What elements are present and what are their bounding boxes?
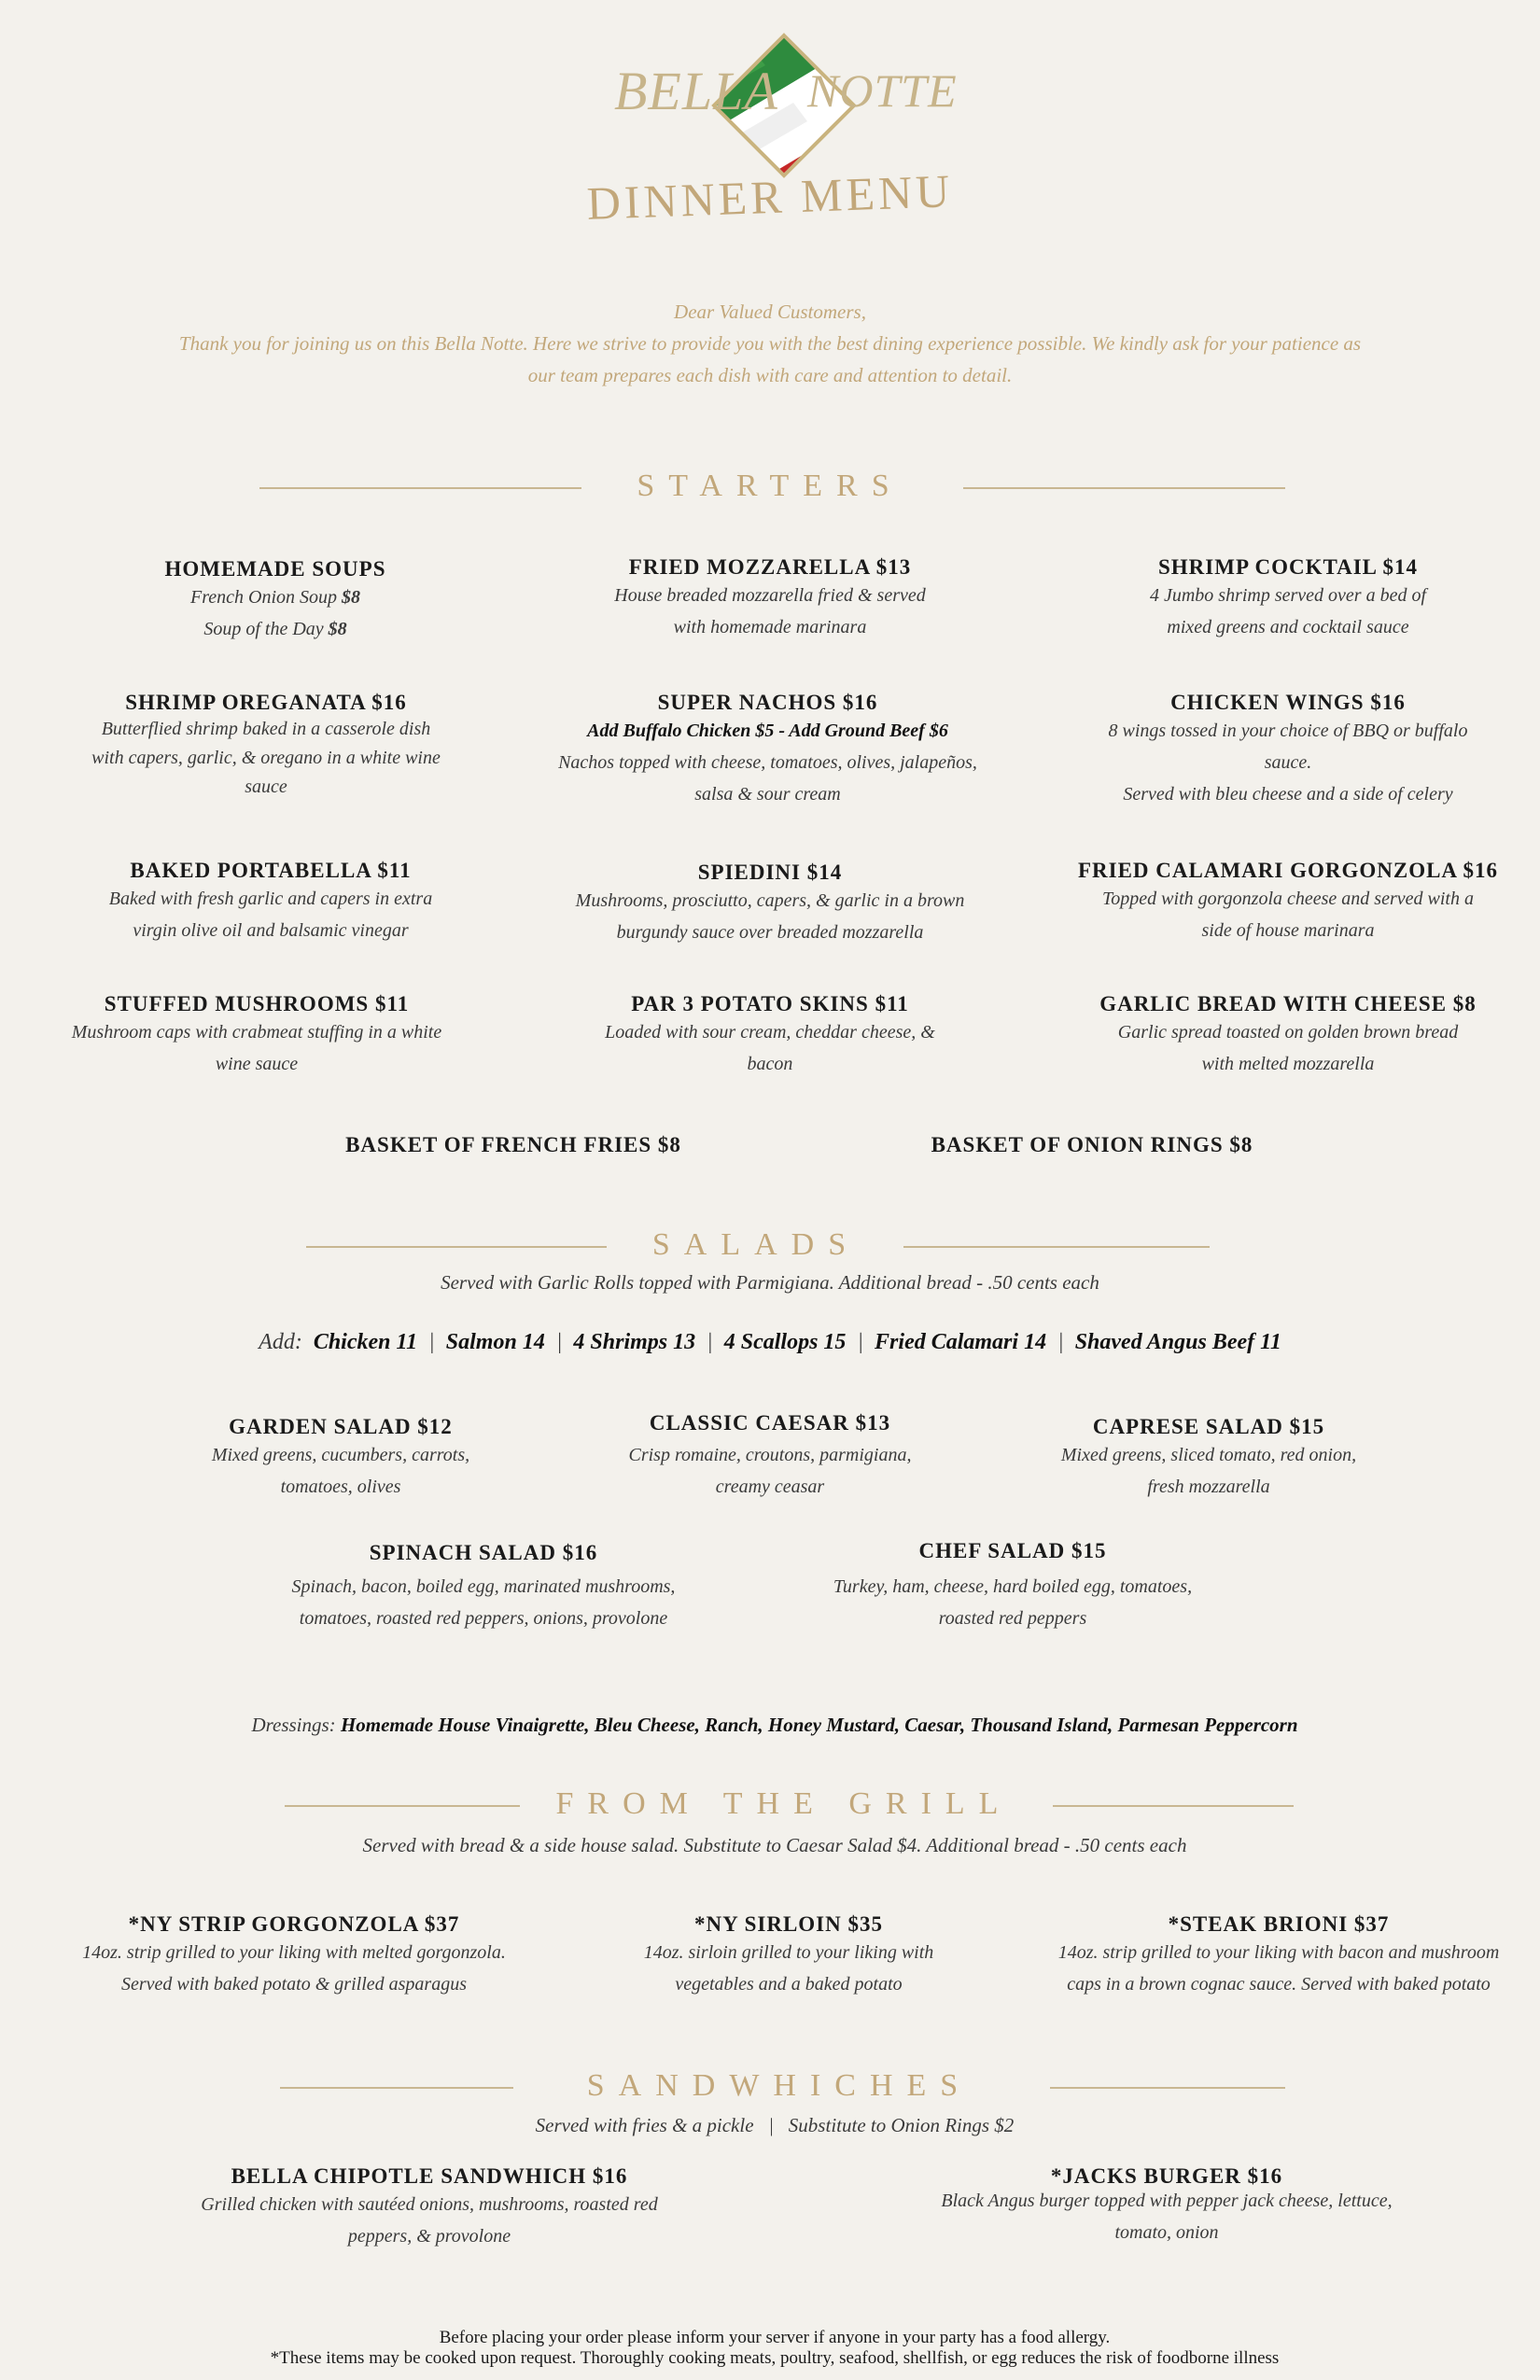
dressings-label: Dressings: — [251, 1714, 336, 1736]
dressings-line — [0, 1714, 1540, 1737]
divider — [1053, 1805, 1294, 1807]
item-description: sauce. — [1264, 752, 1312, 773]
item-description: Mixed greens, cucumbers, carrots, — [211, 1445, 470, 1465]
item-description: 4 Jumbo shrimp served over a bed of — [1149, 585, 1427, 606]
menu-item — [523, 992, 1017, 1080]
menu-item — [574, 1912, 1003, 2000]
item-name: BASKET OF FRENCH FRIES $8 — [345, 1133, 681, 1156]
divider — [963, 487, 1285, 489]
item-description: with melted mozzarella — [1201, 1054, 1375, 1074]
item-description: roasted red peppers — [938, 1608, 1087, 1629]
menu-item — [75, 557, 476, 645]
item-description: Garlic spread toasted on golden brown bread — [1117, 1022, 1459, 1043]
item-description: Mixed greens, sliced tomato, red onion, — [1060, 1445, 1357, 1465]
item-description: House breaded mozzarella fried & served — [614, 585, 926, 606]
menu-item — [56, 691, 476, 802]
item-name: BAKED PORTABELLA $11 — [130, 859, 412, 882]
footer-line-2: *These items may be cooked upon request. Thoroughly cooking meats, poultry, seafood, shellfish, or egg reduces the risk of foodborne illness — [270, 2348, 1280, 2368]
item-description: creamy ceasar — [715, 1477, 825, 1497]
logo — [607, 28, 961, 187]
item-description: bacon — [747, 1054, 793, 1074]
menu-item — [779, 1539, 1246, 1634]
item-description: tomato, onion — [1114, 2222, 1219, 2243]
footer-line-1: Before placing your order please inform your server if anyone in your party has a food allergy. — [439, 2328, 1111, 2347]
item-description: salsa & sour cream — [694, 784, 841, 805]
addon-item: Chicken 11 — [313, 1330, 418, 1354]
item-name: SPINACH SALAD $16 — [369, 1541, 598, 1564]
menu-item — [1055, 992, 1521, 1080]
dressings-list: Homemade House Vinaigrette, Bleu Cheese, Ranch, Honey Mustard, Caesar, Thousand Island, Parmesan Peppercorn — [340, 1714, 1298, 1736]
addon-item: 4 Scallops 15 — [723, 1330, 847, 1354]
divider — [285, 1805, 520, 1807]
divider — [259, 487, 581, 489]
addons-label: Add: — [259, 1330, 302, 1354]
item-name: FRIED CALAMARI GORGONZOLA $16 — [1077, 859, 1499, 882]
item-name: *NY SIRLOIN $35 — [693, 1912, 883, 1936]
menu-item — [887, 2164, 1447, 2248]
item-name: SHRIMP OREGANATA $16 — [125, 691, 407, 714]
item-description: 8 wings tossed in your choice of BBQ or buffalo — [1108, 721, 1468, 741]
item-name: PAR 3 POTATO SKINS $11 — [631, 992, 909, 1015]
addon-item: Fried Calamari 14 — [875, 1330, 1047, 1354]
item-description: French Onion Soup $8 — [189, 587, 360, 608]
item-name: *JACKS BURGER $16 — [1050, 2164, 1283, 2188]
item-name: BELLA CHIPOTLE SANDWHICH $16 — [231, 2164, 628, 2188]
item-description: Served with bleu cheese and a side of celery — [1123, 784, 1453, 805]
item-addons: Add Buffalo Chicken $5 - Add Ground Beef $6 — [587, 721, 948, 741]
section-note: Served with fries & a pickle | Substitute to Onion Rings $2 — [535, 2114, 1015, 2136]
item-description: Black Angus burger topped with pepper jack cheese, lettuce, — [941, 2191, 1393, 2211]
brand-name-right: NOTTE — [807, 64, 958, 117]
section-note: Served with bread & a side house salad. Substitute to Caesar Salad $4. Additional bread - .50 cents each — [362, 1834, 1187, 1856]
item-description: Nachos topped with cheese, tomatoes, olives, jalapeños, — [558, 752, 977, 773]
item-description: mixed greens and cocktail sauce — [1167, 617, 1409, 637]
item-name: FRIED MOZZARELLA $13 — [628, 555, 912, 579]
item-description: caps in a brown cognac sauce. Served with baked potato — [1067, 1974, 1491, 1995]
item-description: Baked with fresh garlic and capers in extra — [108, 889, 433, 909]
menu-item — [523, 555, 1017, 643]
section-title-starters: STARTERS — [637, 469, 903, 503]
item-description: peppers, & provolone — [347, 2226, 511, 2247]
menu-item — [250, 1541, 717, 1634]
addon-item: 4 Shrimps 13 — [573, 1330, 696, 1354]
section-title-sandwiches: SANDWHICHES — [586, 2068, 973, 2103]
menu-item — [1017, 1912, 1540, 2000]
divider — [1050, 2087, 1285, 2089]
item-description: sauce — [245, 777, 287, 797]
item-description: Loaded with sour cream, cheddar cheese, & — [605, 1022, 935, 1043]
item-description: 14oz. strip grilled to your liking with bacon and mushroom — [1057, 1942, 1500, 1963]
item-name: CAPRESE SALAD $15 — [1092, 1415, 1325, 1438]
item-description: Mushrooms, prosciutto, capers, & garlic in a brown — [575, 890, 965, 911]
addon-item: Salmon 14 — [445, 1330, 545, 1354]
item-name: BASKET OF ONION RINGS $8 — [931, 1133, 1253, 1156]
divider — [280, 2087, 513, 2089]
menu-item — [523, 861, 1017, 948]
item-description: Butterflied shrimp baked in a casserole dish — [101, 719, 431, 739]
item-description: with homemade marinara — [673, 617, 867, 637]
item-description: Spinach, bacon, boiled egg, marinated mushrooms, — [291, 1576, 676, 1597]
item-name: SUPER NACHOS $16 — [657, 691, 878, 714]
item-description: with capers, garlic, & oregano in a white wine — [91, 748, 441, 768]
item-description: fresh mozzarella — [1147, 1477, 1270, 1497]
allergy-notice — [0, 2328, 1540, 2369]
item-description: side of house marinara — [1201, 920, 1375, 941]
menu-item — [65, 859, 476, 946]
menu-item — [1013, 1415, 1405, 1503]
section-note: Served with Garlic Rolls topped with Parmigiana. Additional bread - .50 cents each — [441, 1271, 1099, 1294]
item-name: *STEAK BRIONI $37 — [1168, 1912, 1390, 1936]
item-description: virgin olive oil and balsamic vinegar — [133, 920, 409, 941]
menu-item — [37, 1912, 551, 2000]
item-description: tomatoes, olives — [280, 1477, 401, 1497]
item-description: 14oz. sirloin grilled to your liking with — [643, 1942, 934, 1963]
menu-item — [154, 1415, 527, 1503]
item-name: SPIEDINI $14 — [697, 861, 843, 884]
item-name: CLASSIC CAESAR $13 — [649, 1411, 891, 1435]
item-name: CHEF SALAD $15 — [918, 1539, 1107, 1562]
menu-item — [1055, 859, 1521, 946]
menu-item — [37, 992, 476, 1080]
item-description: vegetables and a baked potato — [675, 1974, 903, 1995]
item-name: HOMEMADE SOUPS — [164, 557, 386, 581]
item-description: Mushroom caps with crabmeat stuffing in a white — [71, 1022, 442, 1043]
item-description: Crisp romaine, croutons, parmigiana, — [628, 1445, 912, 1465]
item-description: Served with baked potato & grilled asparagus — [121, 1974, 467, 1995]
menu-item — [1059, 691, 1517, 810]
item-description: Grilled chicken with sautéed onions, mushrooms, roasted red — [201, 2194, 658, 2215]
item-name: *NY STRIP GORGONZOLA $37 — [128, 1912, 460, 1936]
section-title-grill: FROM THE GRILL — [555, 1786, 1013, 1821]
item-description: wine sauce — [215, 1054, 299, 1074]
menu-item — [149, 2164, 709, 2252]
menu-item — [1064, 555, 1512, 643]
menu-item — [859, 1133, 1325, 1157]
welcome-line-2: our team prepares each dish with care and attention to detail. — [527, 364, 1013, 386]
item-name: STUFFED MUSHROOMS $11 — [104, 992, 410, 1015]
divider — [903, 1246, 1210, 1248]
page-title: DINNER MENU — [585, 164, 955, 230]
item-description: tomatoes, roasted red peppers, onions, provolone — [299, 1608, 668, 1629]
welcome-message — [0, 296, 1540, 391]
menu-item — [513, 691, 1022, 810]
addon-item: Shaved Angus Beef 11 — [1074, 1330, 1281, 1354]
menu-item — [280, 1133, 747, 1157]
brand-name-left: BELLA — [614, 61, 778, 121]
item-name: GARDEN SALAD $12 — [229, 1415, 453, 1438]
item-description: burgundy sauce over breaded mozzarella — [616, 922, 924, 943]
item-description: Soup of the Day $8 — [203, 619, 347, 639]
menu-item — [583, 1411, 957, 1503]
item-description: Turkey, ham, cheese, hard boiled egg, tomatoes, — [833, 1576, 1193, 1597]
item-name: GARLIC BREAD WITH CHEESE $8 — [1099, 992, 1477, 1015]
section-title-salads: SALADS — [651, 1227, 861, 1262]
item-description: 14oz. strip grilled to your liking with melted gorgonzola. — [82, 1942, 506, 1963]
welcome-greeting: Dear Valued Customers, — [674, 301, 866, 323]
item-name: SHRIMP COCKTAIL $14 — [1158, 555, 1418, 579]
salad-addons: Add: Chicken 11 | Salmon 14 | 4 Shrimps 13 | 4 Scallops 15 | Fried Calamari 14 | Shaved Angus Beef 11 — [259, 1330, 1281, 1354]
divider — [306, 1246, 607, 1248]
welcome-line-1: Thank you for joining us on this Bella Notte. Here we strive to provide you with the best dining experience possible. We kindly ask for your patience as — [178, 332, 1362, 355]
item-name: CHICKEN WINGS $16 — [1170, 691, 1406, 714]
item-description: Topped with gorgonzola cheese and served with a — [1102, 889, 1474, 909]
